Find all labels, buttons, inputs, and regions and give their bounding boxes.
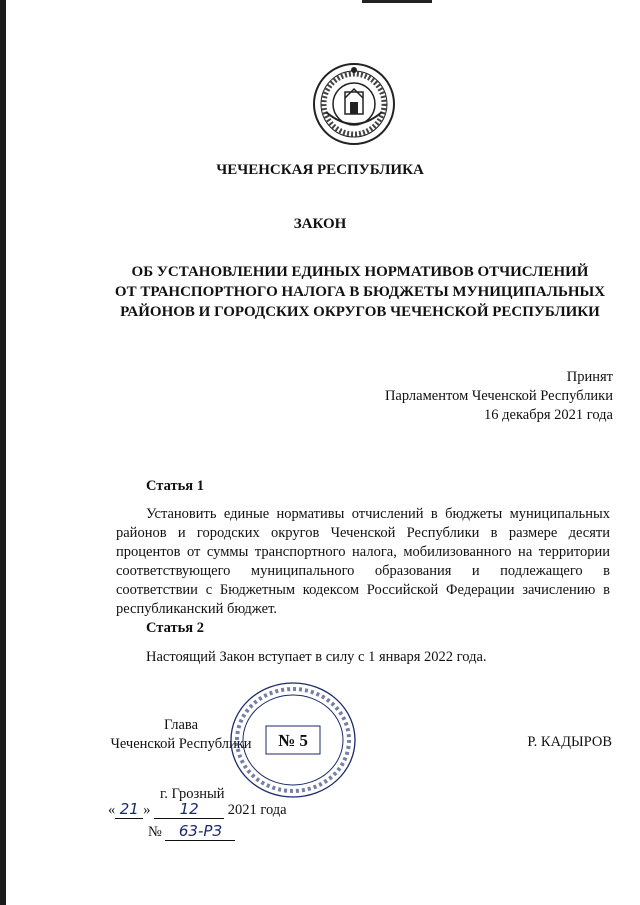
article-2-text: Настоящий Закон вступает в силу с 1 января 2022 года. [146,649,487,665]
official-seal-icon [228,680,358,800]
handwritten-day: 21 [115,800,143,819]
adoption-block [385,368,613,425]
law-title [80,262,640,322]
law-number [148,822,235,841]
law-title-line: ОТ ТРАНСПОРТНОГО НАЛОГА В БЮДЖЕТЫ МУНИЦИПАЛЬНЫХ [114,284,606,300]
article-1-text: Установить единые нормативы отчислений в бюджеты муниципальных районов и городских округов Чеченской Республики в размере десяти процентов от суммы транспортного налога, мобилизованного на территории соответствующего муниципального образования и подлежащего в соответствии с Бюджетным кодексом Российской Федерации зачислению в республиканский бюджет. [116,506,610,617]
position-line: Глава [163,717,199,733]
coat-of-arms-icon [312,62,396,146]
adoption-line: Парламентом Чеченской Республики [384,388,613,404]
adoption-line: Принят [566,369,613,385]
scan-left-edge [0,0,6,905]
number-sign: № [148,824,162,840]
article-2-heading: Статья 2 [146,620,204,636]
handwritten-law-number: 63-РЗ [165,822,235,841]
position-line: Чеченской Республики [110,736,252,752]
law-title-line: ОБ УСТАНОВЛЕНИИ ЕДИНЫХ НОРМАТИВОВ ОТЧИСЛЕНИЙ [131,264,589,280]
signing-date: « 21 » 12 2021 года [108,800,287,818]
scan-top-mark [362,0,432,3]
handwritten-month: 12 [154,800,224,819]
seal-number: № 5 [278,731,308,750]
document-type: ЗАКОН [293,216,347,232]
article-1-heading: Статья 1 [146,478,204,494]
city: г. Грозный [160,786,225,802]
republic-name: ЧЕЧЕНСКАЯ РЕСПУБЛИКА [216,162,424,178]
adoption-date: 16 декабря 2021 года [484,407,613,423]
signatory-name: Р. КАДЫРОВ [527,734,612,750]
signing-year: 2021 года [227,802,287,818]
law-title-line: РАЙОНОВ И ГОРОДСКИХ ОКРУГОВ ЧЕЧЕНСКОЙ РЕСПУБЛИКИ [120,304,600,320]
